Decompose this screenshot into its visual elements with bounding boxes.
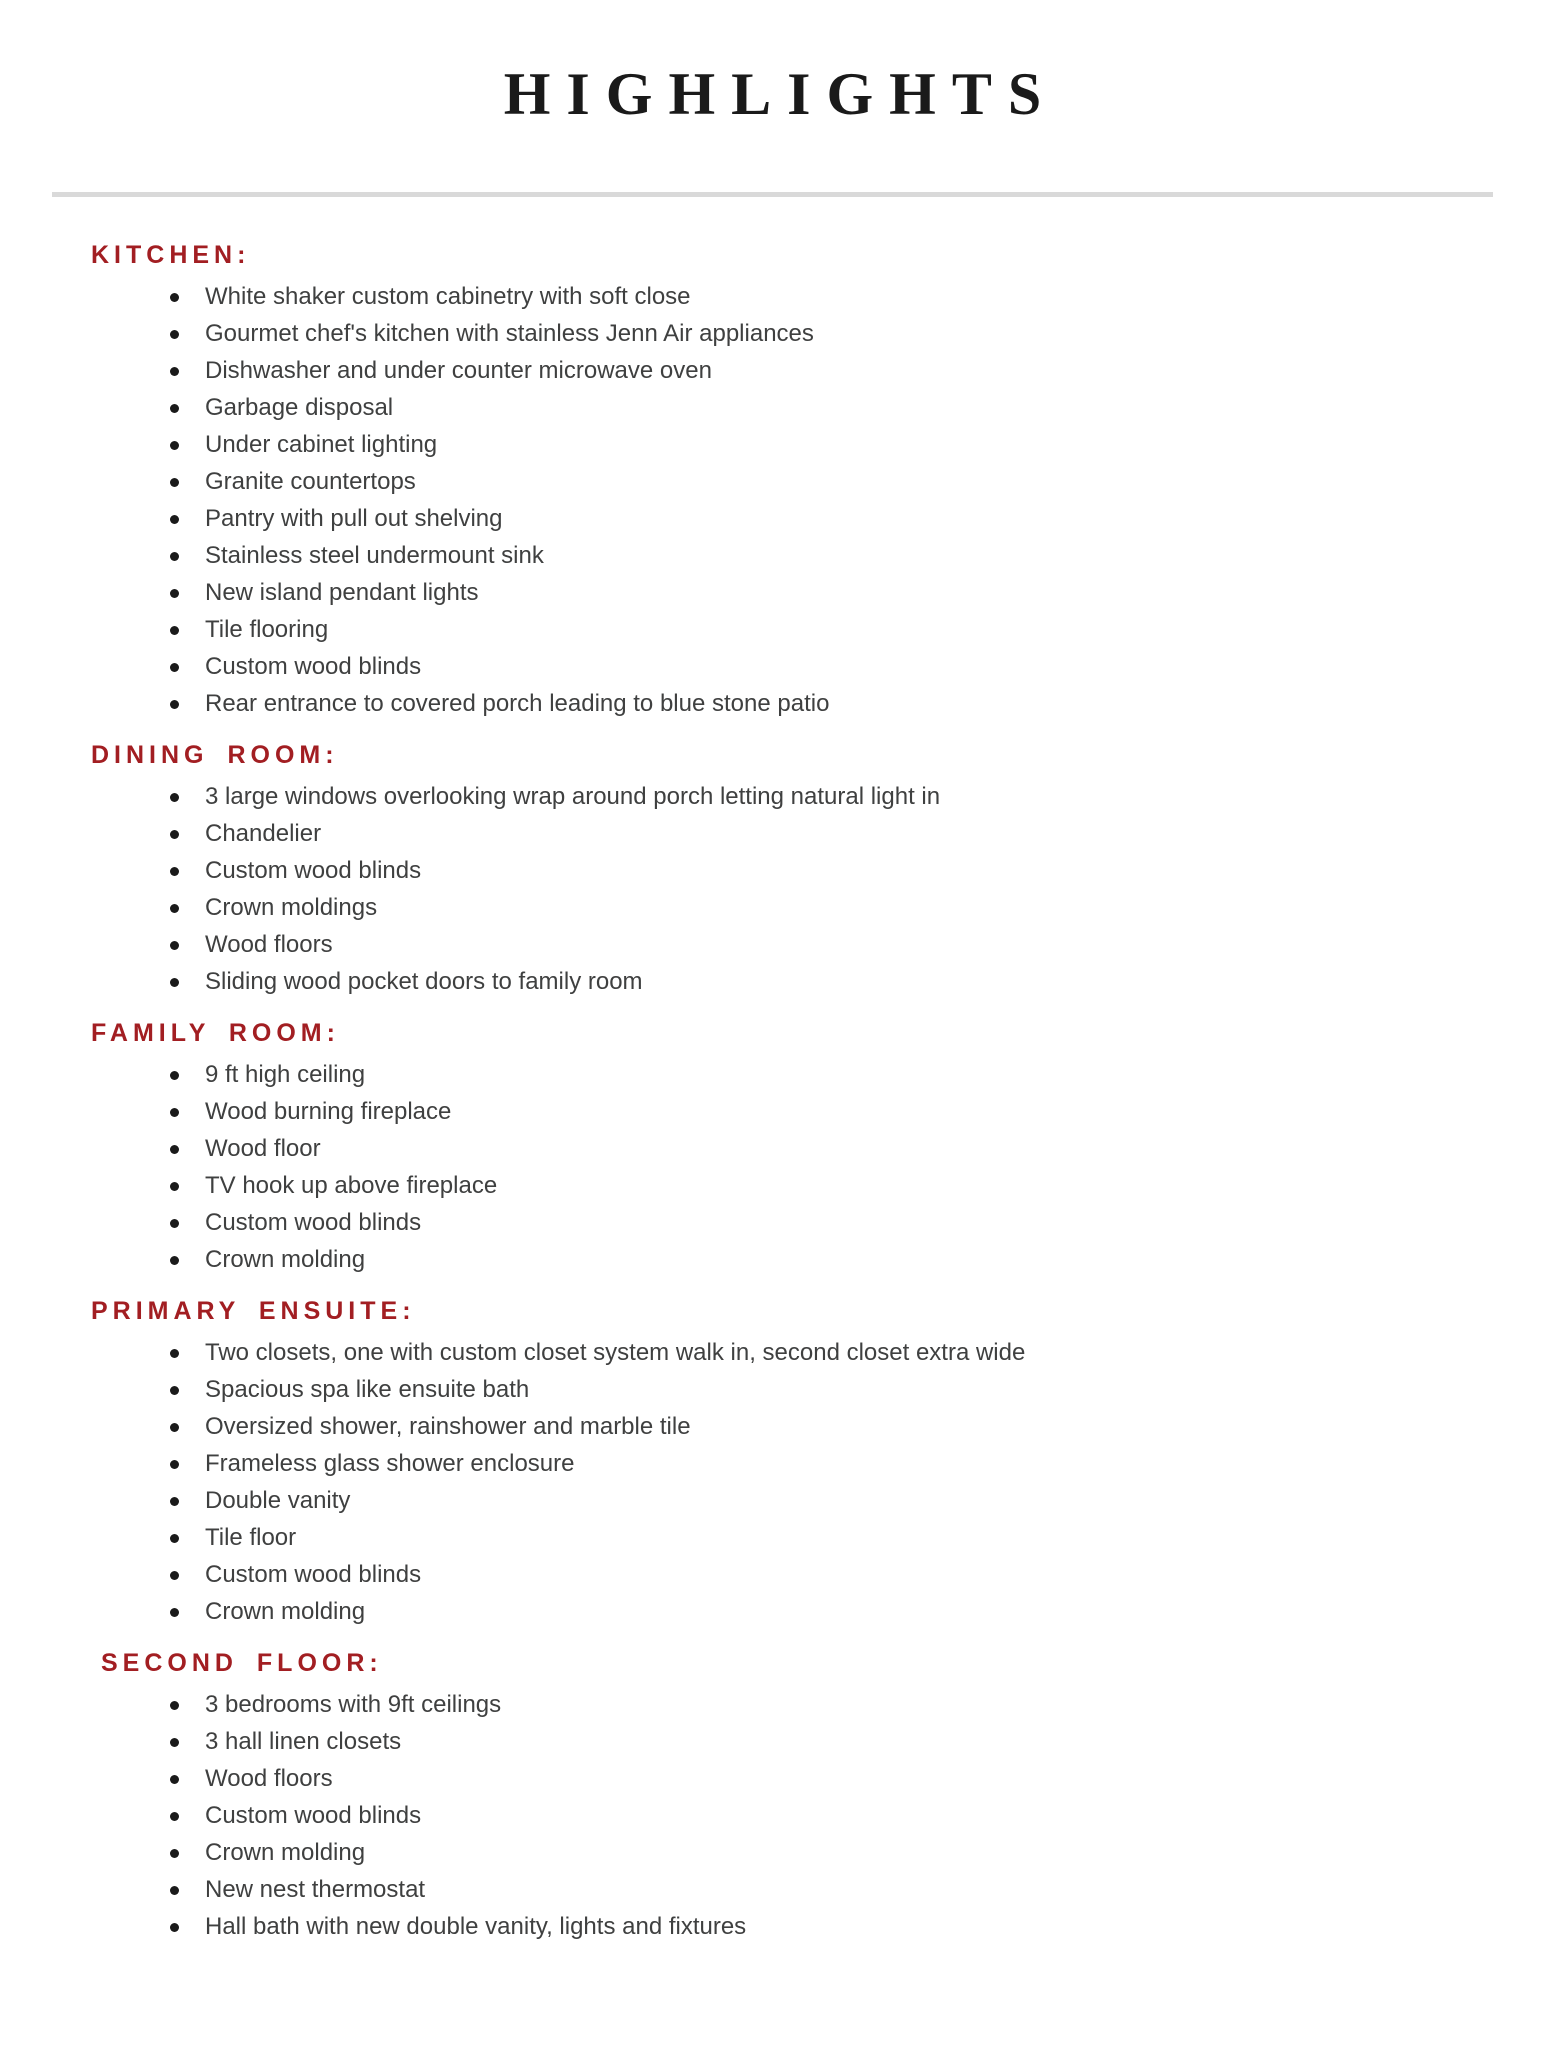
list-item-text: Custom wood blinds xyxy=(205,1802,422,1829)
list-item xyxy=(52,685,1493,722)
bullet-icon xyxy=(170,830,179,839)
list-item xyxy=(52,815,1493,852)
list-item-text: Pantry with pull out shelving xyxy=(205,505,503,532)
bullet-icon xyxy=(170,1071,179,1080)
bullet-icon xyxy=(170,589,179,598)
list-item xyxy=(52,611,1493,648)
list-item xyxy=(52,500,1493,537)
bullet-icon xyxy=(170,1497,179,1506)
list-item-text: 3 bedrooms with 9ft ceilings xyxy=(205,1691,502,1718)
list-item xyxy=(52,1167,1493,1204)
list-item-text: 3 hall linen closets xyxy=(205,1728,402,1755)
list-item-text: Granite countertops xyxy=(205,468,416,495)
list-item xyxy=(52,852,1493,889)
bullet-icon xyxy=(170,1812,179,1821)
bullet-icon xyxy=(170,1738,179,1747)
section-item-list-primary-ensuite xyxy=(52,1334,1493,1630)
list-item xyxy=(52,352,1493,389)
list-item xyxy=(52,1241,1493,1278)
section-kitchen xyxy=(52,238,1493,722)
list-item-text: Wood floor xyxy=(205,1135,321,1162)
bullet-icon xyxy=(170,978,179,987)
list-item xyxy=(52,463,1493,500)
section-item-list-dining-room xyxy=(52,778,1493,1000)
list-item-text: Garbage disposal xyxy=(205,394,394,421)
list-item xyxy=(52,1130,1493,1167)
list-item-text: Crown moldings xyxy=(205,894,378,921)
bullet-icon xyxy=(170,1256,179,1265)
list-item-text: Crown molding xyxy=(205,1839,366,1866)
section-heading-second-floor: SECOND FLOOR: xyxy=(101,1649,383,1677)
list-item-text: Custom wood blinds xyxy=(205,1561,422,1588)
bullet-icon xyxy=(170,1534,179,1543)
section-item-list-second-floor xyxy=(52,1686,1493,1945)
section-heading-dining-room: DINING ROOM: xyxy=(91,741,339,769)
list-item-text: Tile floor xyxy=(205,1524,297,1551)
list-item-text: Wood floors xyxy=(205,1765,333,1792)
bullet-icon xyxy=(170,700,179,709)
list-item-text: Custom wood blinds xyxy=(205,653,422,680)
list-item xyxy=(52,1797,1493,1834)
list-item-text: Custom wood blinds xyxy=(205,1209,422,1236)
list-item xyxy=(52,1686,1493,1723)
bullet-icon xyxy=(170,404,179,413)
list-item xyxy=(52,1445,1493,1482)
list-item xyxy=(52,963,1493,1000)
list-item xyxy=(52,1723,1493,1760)
section-heading-kitchen: KITCHEN: xyxy=(91,241,251,269)
bullet-icon xyxy=(170,367,179,376)
bullet-icon xyxy=(170,1701,179,1710)
list-item-text: Gourmet chef's kitchen with stainless Jenn Air appliances xyxy=(205,320,814,347)
list-item-text: TV hook up above fireplace xyxy=(205,1172,498,1199)
section-heading-family-room: FAMILY ROOM: xyxy=(91,1019,340,1047)
list-item xyxy=(52,1871,1493,1908)
list-item xyxy=(52,1334,1493,1371)
bullet-icon xyxy=(170,941,179,950)
bullet-icon xyxy=(170,867,179,876)
list-item-text: Under cabinet lighting xyxy=(205,431,438,458)
bullet-icon xyxy=(170,1349,179,1358)
list-item-text: Frameless glass shower enclosure xyxy=(205,1450,575,1477)
bullet-icon xyxy=(170,1145,179,1154)
list-item-text: 9 ft high ceiling xyxy=(205,1061,366,1088)
list-item-text: New nest thermostat xyxy=(205,1876,426,1903)
list-item xyxy=(52,1204,1493,1241)
list-item xyxy=(52,1593,1493,1630)
section-primary-ensuite xyxy=(52,1294,1493,1630)
list-item xyxy=(52,1760,1493,1797)
list-item-text: Sliding wood pocket doors to family room xyxy=(205,968,643,995)
list-item-text: Wood burning fireplace xyxy=(205,1098,452,1125)
bullet-icon xyxy=(170,1460,179,1469)
list-item-text: Dishwasher and under counter microwave oven xyxy=(205,357,712,384)
bullet-icon xyxy=(170,1182,179,1191)
list-item xyxy=(52,1408,1493,1445)
list-item xyxy=(52,278,1493,315)
section-item-list-family-room xyxy=(52,1056,1493,1278)
list-item-text: Rear entrance to covered porch leading to blue stone patio xyxy=(205,690,830,717)
list-item-text: Two closets, one with custom closet system walk in, second closet extra wide xyxy=(205,1339,1026,1366)
sections-container xyxy=(0,238,1545,1945)
section-item-list-kitchen xyxy=(52,278,1493,722)
list-item-text: Hall bath with new double vanity, lights and fixtures xyxy=(205,1913,747,1940)
page-title: HIGHLIGHTS xyxy=(503,61,1058,127)
bullet-icon xyxy=(170,1108,179,1117)
list-item xyxy=(52,778,1493,815)
bullet-icon xyxy=(170,1386,179,1395)
bullet-icon xyxy=(170,904,179,913)
document-page xyxy=(0,62,1545,2062)
list-item xyxy=(52,926,1493,963)
list-item xyxy=(52,1093,1493,1130)
list-item-text: Custom wood blinds xyxy=(205,857,422,884)
list-item-text: 3 large windows overlooking wrap around porch letting natural light in xyxy=(205,783,941,810)
bullet-icon xyxy=(170,441,179,450)
list-item xyxy=(52,1482,1493,1519)
list-item-text: Crown molding xyxy=(205,1598,366,1625)
list-item xyxy=(52,574,1493,611)
list-item-text: Tile flooring xyxy=(205,616,329,643)
bullet-icon xyxy=(170,552,179,561)
list-item xyxy=(52,315,1493,352)
section-dining-room xyxy=(52,738,1493,1000)
list-item-text: Spacious spa like ensuite bath xyxy=(205,1376,530,1403)
bullet-icon xyxy=(170,626,179,635)
list-item xyxy=(52,1371,1493,1408)
bullet-icon xyxy=(170,1849,179,1858)
bullet-icon xyxy=(170,1886,179,1895)
list-item xyxy=(52,426,1493,463)
divider xyxy=(52,192,1493,197)
bullet-icon xyxy=(170,478,179,487)
bullet-icon xyxy=(170,293,179,302)
list-item-text: Double vanity xyxy=(205,1487,351,1514)
list-item xyxy=(52,889,1493,926)
list-item-text: Crown molding xyxy=(205,1246,366,1273)
list-item-text: Stainless steel undermount sink xyxy=(205,542,544,569)
list-item-text: White shaker custom cabinetry with soft close xyxy=(205,283,691,310)
section-second-floor xyxy=(52,1646,1493,1945)
list-item xyxy=(52,648,1493,685)
list-item xyxy=(52,1834,1493,1871)
bullet-icon xyxy=(170,330,179,339)
list-item-text: Chandelier xyxy=(205,820,322,847)
section-family-room xyxy=(52,1016,1493,1278)
list-item xyxy=(52,537,1493,574)
bullet-icon xyxy=(170,515,179,524)
bullet-icon xyxy=(170,1423,179,1432)
bullet-icon xyxy=(170,1571,179,1580)
section-heading-primary-ensuite: PRIMARY ENSUITE: xyxy=(91,1297,416,1325)
list-item xyxy=(52,1556,1493,1593)
bullet-icon xyxy=(170,793,179,802)
bullet-icon xyxy=(170,1219,179,1228)
list-item-text: New island pendant lights xyxy=(205,579,479,606)
bullet-icon xyxy=(170,1608,179,1617)
bullet-icon xyxy=(170,1923,179,1932)
list-item-text: Oversized shower, rainshower and marble tile xyxy=(205,1413,691,1440)
list-item xyxy=(52,1519,1493,1556)
bullet-icon xyxy=(170,663,179,672)
list-item xyxy=(52,1056,1493,1093)
list-item xyxy=(52,389,1493,426)
list-item xyxy=(52,1908,1493,1945)
list-item-text: Wood floors xyxy=(205,931,333,958)
bullet-icon xyxy=(170,1775,179,1784)
